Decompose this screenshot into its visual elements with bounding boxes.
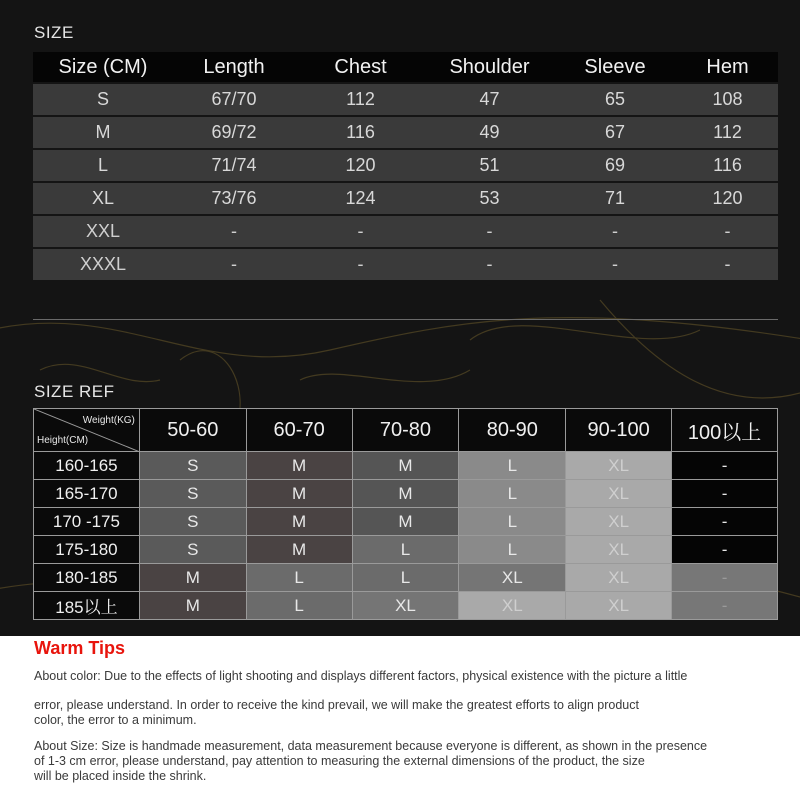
cell: - xyxy=(357,254,364,274)
cell: 73/76 xyxy=(211,188,257,208)
height-cell: 175-180 xyxy=(34,536,140,564)
cell: - xyxy=(486,221,493,241)
table-row xyxy=(34,564,778,592)
cell: 47 xyxy=(479,89,500,109)
height-cell: 170 -175 xyxy=(34,508,140,536)
color-tip-line: About color: Due to the effects of light shooting and displays different factors, physical existence with the picture a little xyxy=(34,669,688,683)
size-cell: - xyxy=(672,564,778,592)
cell: M xyxy=(95,122,111,142)
cell: 116 xyxy=(713,155,742,175)
cell: 108 xyxy=(712,89,743,109)
cell: - xyxy=(357,221,364,241)
cell: XXL xyxy=(85,221,121,241)
size-tip-line: of 1-3 cm error, please understand, pay attention to measuring the external dimensions of the product, the size xyxy=(34,754,645,768)
cell: 69/72 xyxy=(211,122,257,142)
size-cell: L xyxy=(459,536,566,564)
cell: 67/70 xyxy=(211,89,257,109)
table-row xyxy=(34,536,778,564)
header-size: Size (CM) xyxy=(58,55,148,78)
size-table-header xyxy=(33,52,778,82)
size-cell: S xyxy=(139,508,246,536)
size-cell: L xyxy=(459,508,566,536)
size-cell: XL xyxy=(566,564,672,592)
cell: 69 xyxy=(604,155,626,175)
height-label: Height(CM) xyxy=(37,435,89,446)
table-row xyxy=(33,150,778,181)
header-sleeve: Sleeve xyxy=(584,55,646,78)
size-cell: XL xyxy=(352,592,459,620)
size-tip-line: will be placed inside the shrink. xyxy=(34,769,207,783)
size-cell: L xyxy=(246,564,352,592)
cell: - xyxy=(231,221,237,241)
cell: L xyxy=(97,155,108,175)
cell: 120 xyxy=(712,188,743,208)
cell: 124 xyxy=(345,188,376,208)
size-cell: L xyxy=(352,564,459,592)
size-cell: XL xyxy=(566,508,672,536)
weight-header: 90-100 xyxy=(566,409,672,452)
header-length: Length xyxy=(203,55,265,78)
size-cell: - xyxy=(672,480,778,508)
size-cell: S xyxy=(139,480,246,508)
size-tip-line: About Size: Size is handmade measurement, data measurement because everyone is different, as shown in the presence xyxy=(34,739,708,753)
color-tip-line: color, the error to a minimum. xyxy=(34,713,197,727)
size-cell: L xyxy=(459,452,566,480)
table-row xyxy=(34,480,778,508)
height-cell: 185以上 xyxy=(34,592,140,620)
weight-header: 60-70 xyxy=(246,409,352,452)
section-divider xyxy=(33,319,778,320)
size-cell: - xyxy=(672,592,778,620)
table-row xyxy=(33,183,778,214)
size-cell: XL xyxy=(566,592,672,620)
cell: - xyxy=(612,221,618,241)
size-cell: M xyxy=(246,536,352,564)
weight-label: Weight(KG) xyxy=(82,415,135,426)
size-cell: - xyxy=(672,536,778,564)
cell: XL xyxy=(91,188,115,208)
size-cell: M xyxy=(246,480,352,508)
size-cell: M xyxy=(352,452,459,480)
cell: S xyxy=(96,89,109,109)
size-cell: L xyxy=(352,536,459,564)
table-row xyxy=(33,216,778,247)
size-cell: XL xyxy=(459,592,566,620)
corner-cell xyxy=(34,409,140,452)
cell: 112 xyxy=(713,122,742,142)
cell: - xyxy=(612,254,618,274)
weight-header: 70-80 xyxy=(352,409,459,452)
size-ref-table xyxy=(33,408,778,620)
cell: 112 xyxy=(346,89,375,109)
table-row xyxy=(34,452,778,480)
size-cell: S xyxy=(139,536,246,564)
size-cell: XL xyxy=(566,536,672,564)
header-hem: Hem xyxy=(706,55,749,78)
size-cell: M xyxy=(246,452,352,480)
size-section-title: SIZE xyxy=(34,23,74,42)
cell: 53 xyxy=(479,188,500,208)
size-cell: S xyxy=(139,452,246,480)
size-cell: M xyxy=(139,564,246,592)
height-cell: 180-185 xyxy=(34,564,140,592)
size-cell: - xyxy=(672,508,778,536)
cell: - xyxy=(486,254,493,274)
height-cell: 160-165 xyxy=(34,452,140,480)
cell: 67 xyxy=(604,122,626,142)
cell: XXXL xyxy=(79,254,127,274)
color-tip-line: error, please understand. In order to receive the kind prevail, we will make the greatest efforts to align product xyxy=(34,698,639,712)
cell: 71 xyxy=(604,188,626,208)
size-cell: M xyxy=(246,508,352,536)
size-cell: XL xyxy=(566,452,672,480)
weight-header: 50-60 xyxy=(139,409,246,452)
cell: 51 xyxy=(479,155,500,175)
warm-tips-section xyxy=(34,638,774,784)
size-cell: XL xyxy=(459,564,566,592)
size-cell: L xyxy=(459,480,566,508)
size-table xyxy=(33,52,778,280)
size-cell: XL xyxy=(566,480,672,508)
warm-tips-title: Warm Tips xyxy=(34,638,126,658)
cell: 116 xyxy=(346,122,375,142)
table-row xyxy=(33,117,778,148)
cell: 71/74 xyxy=(211,155,257,175)
height-cell: 165-170 xyxy=(34,480,140,508)
size-ref-section-title: SIZE REF xyxy=(34,382,115,401)
header-shoulder: Shoulder xyxy=(449,55,530,78)
table-row xyxy=(33,249,778,280)
weight-header: 80-90 xyxy=(459,409,566,452)
table-row xyxy=(33,84,778,115)
size-cell: L xyxy=(246,592,352,620)
cell: - xyxy=(231,254,237,274)
size-cell: - xyxy=(672,452,778,480)
table-row xyxy=(34,508,778,536)
cell: - xyxy=(724,221,731,241)
size-cell: M xyxy=(352,480,459,508)
weight-header: 100以上 xyxy=(672,409,778,452)
header-chest: Chest xyxy=(334,55,387,78)
size-cell: M xyxy=(139,592,246,620)
ref-header-row xyxy=(34,409,778,452)
table-row xyxy=(34,592,778,620)
cell: 49 xyxy=(479,122,500,142)
cell: 120 xyxy=(345,155,376,175)
size-cell: M xyxy=(352,508,459,536)
cell: 65 xyxy=(604,89,626,109)
cell: - xyxy=(724,254,731,274)
